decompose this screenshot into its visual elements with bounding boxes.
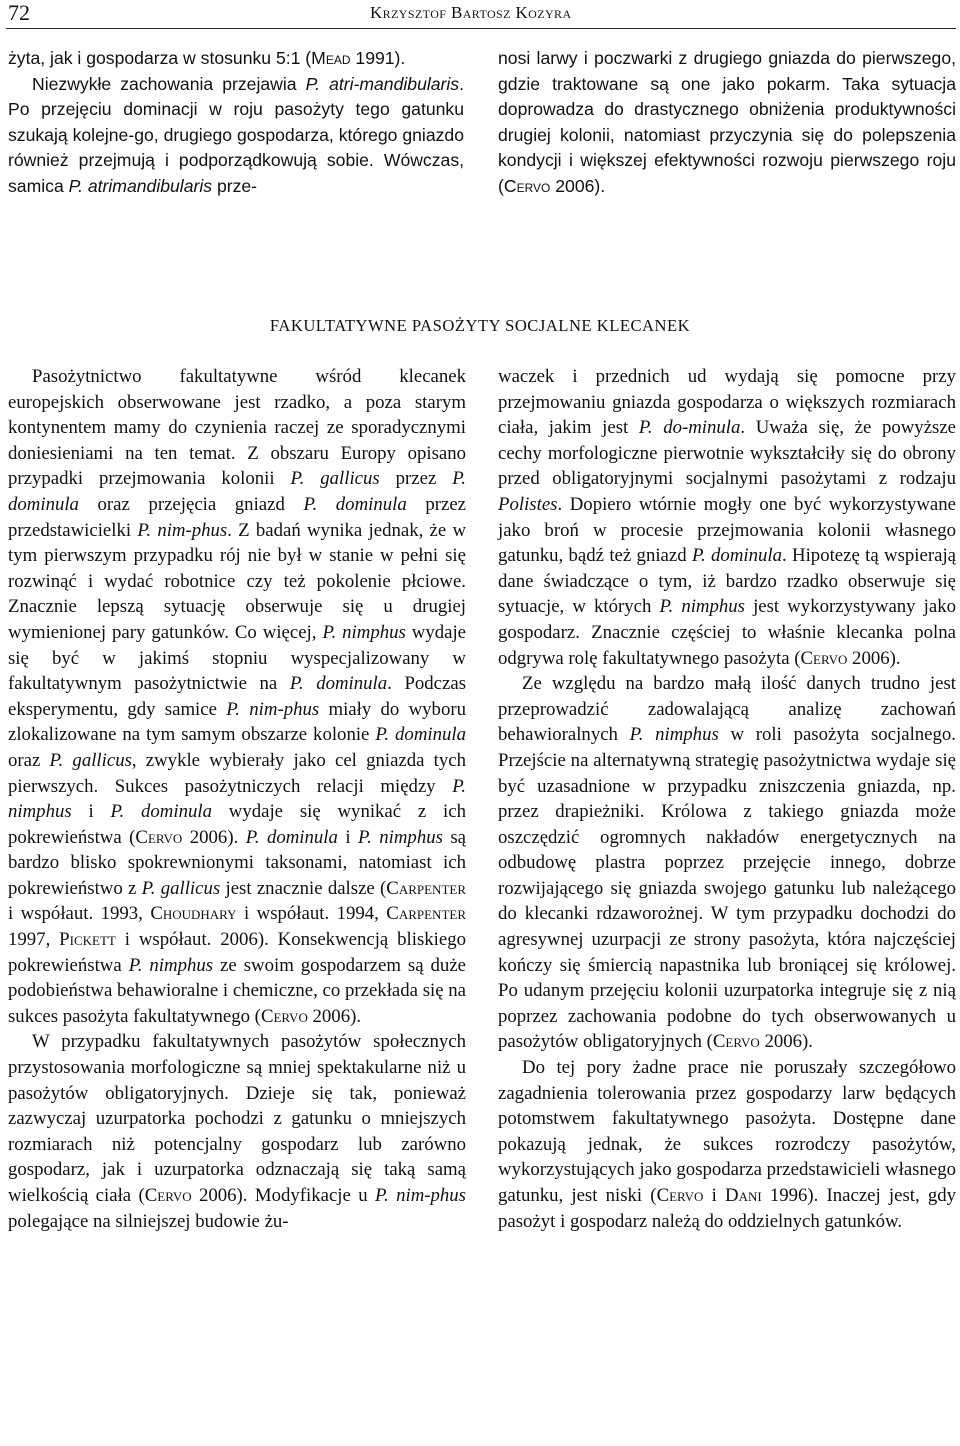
paragraph: Do tej pory żadne prace nie poruszały szczegółowo zagadnienia tolerowania przez gospodarzy larw będących potomstwem fakultatywnego pasożyta. Dostępne dane pokazują jednak, że sukces rozrodczy pasożytów, wykorzystujących jako gospodarza przedstawicieli własnego gatunku, jest niski (Cervo i Dani 1996). Inaczej jest, gdy pasożyt i gospodarz należą do oddzielnych gatunków. (498, 1057, 957, 1232)
running-title: Krzysztof Bartosz Kozyra (370, 3, 572, 22)
paragraph: Pasożytnictwo fakultatywne wśród klecanek europejskich obserwowane jest rzadko, a poza starym kontynentem mamy do czynienia raczej ze sporadycznymi doniesieniami na ten temat. Z obszaru Europy opisano przypadki przejmowania kolonii P. gallicus przez P. dominula oraz przejęcia gniazd P. dominula przez przedstawicielki P. nim-phus. Z badań wynika jednak, że w tym pierwszym przypadku rój nie był w stanie w pełni się rozwinąć i wydać robotnice czy też pokolenie płciowe. Znacznie lepszą sytuację obserwuje się u drugiej wymienionej pary gatunków. Co więcej, P. nimphus wydaje się być w jakimś stopniu wyspecjalizowany w fakultatywnym pasożytnictwie na P. dominula. Podczas eksperymentu, gdy samice P. nim-phus miały do wyboru zlokalizowane na tym samym obszarze kolonie P. dominula oraz P. gallicus, zwykle wybierały jako cel gniazda tych pierwszych. Sukces pasożytniczych relacji między P. nimphus i P. dominula wydaje się wynikać z ich pokrewieństwa (Cervo 2006). P. dominula i P. nimphus są bardzo blisko spokrewnionymi taksonami, natomiast ich pokrewieństwo z P. gallicus jest znacznie dalsze (Carpenter i współaut. 1993, Choudhary i współaut. 1994, Carpenter 1997, Pickett i współaut. 2006). Konsekwencją bliskiego pokrewieństwa P. nimphus ze swoim gospodarzem są duże podobieństwa behawioralne i chemiczne, co przekłada się na sukces pasożyta fakultatywnego (Cervo 2006). (8, 366, 467, 1027)
paragraph: Niezwykłe zachowania przejawia P. atri-mandibularis. Po przejęciu dominacji w roju pasożyty tego gatunku szukają kolejne-go, drugiego gospodarza, którego gniazdo również przejmują i podporządkowują sobie. Wówczas, samica P. atrimandibularis prze- (8, 73, 464, 196)
paragraph: nosi larwy i poczwarki z drugiego gniazda do pierwszego, gdzie traktowane są one jako pokarm. Taka sytuacja doprowadza do drastycznego obniżenia produktywności drugiej kolonii, natomiast przyczynia się do polepszenia kondycji i większej efektywności rozwoju pierwszego roju (Cervo 2006). (498, 48, 956, 196)
right-column (498, 364, 956, 1234)
paragraph: żyta, jak i gospodarza w stosunku 5:1 (Mead 1991). (8, 48, 406, 68)
section-heading: FAKULTATYWNE PASOŻYTY SOCJALNE KLECANEK (269, 316, 691, 335)
paragraph: W przypadku fakultatywnych pasożytów społecznych przystosowania morfologiczne są mniej spektakularne niż u pasożytów obligatoryjnych. Dzieje się tak, ponieważ zazwyczaj uzurpatorka pochodzi z gatunku o mniejszych rozmiarach niż potencjalny gospodarz lub zarówno gospodarz, jak i uzurpatorka odznaczają się taką samą wielkością ciała (Cervo 2006). Modyfikacje u P. nim-phus polegające na silniejszej budowie żu- (8, 1031, 466, 1232)
top-right-column (498, 46, 956, 199)
page-number: 72 (8, 0, 30, 25)
top-left-column (8, 46, 464, 199)
left-column (8, 364, 466, 1234)
paragraph: Ze względu na bardzo małą ilość danych trudno jest przeprowadzić zadowalającą analizę zachowań behawioralnych P. nimphus w roli pasożyta socjalnego. Przejście na alternatywną strategię pasożytnictwa wydaje się być uzasadnione w przypadku zniszczenia gniazda, np. przez drapieżniki. Królowa z takiego gniazda może oszczędzić ogromnych nakładów energetycznych na odbudowę plastra poprzez przejęcie innego, dobrze rozwijającego się gniazda swojego gatunku lub należącego do klecanki rdzaworożnej. W tym przypadku dochodzi do agresywnej uzurpacji ze strony pasożyta, która najczęściej kończy się śmiercią napastnika lub broniącej się królowej. Po udanym przejęciu kolonii uzurpatorka integruje się z nią poprzez zachowania podobne do tych obserwowanych u pasożytów obligatoryjnych (Cervo 2006). (498, 673, 956, 1053)
header-rule (6, 28, 956, 29)
paragraph: waczek i przednich ud wydają się pomocne przy przejmowaniu gniazda gospodarza o większych rozmiarach ciała, jakim jest P. do-minula. Uważa się, że powyższe cechy morfologiczne pierwotnie wykształciły się do obrony przed obligatoryjnymi socjalnymi pasożytami z rodzaju Polistes. Dopiero wtórnie mogły one być wykorzystywane jako broń w procesie przejmowania kolonii własnego gatunku, bądź też gniazd P. dominula. Hipotezę tą wspierają dane świadczące o tym, iż bardzo rzadko obserwuje się sytuacje, w których P. nimphus jest wykorzystywany jako gospodarz. Znacznie częściej to właśnie klecanka polna odgrywa rolę fakultatywnego pasożyta (Cervo 2006). (498, 366, 957, 669)
